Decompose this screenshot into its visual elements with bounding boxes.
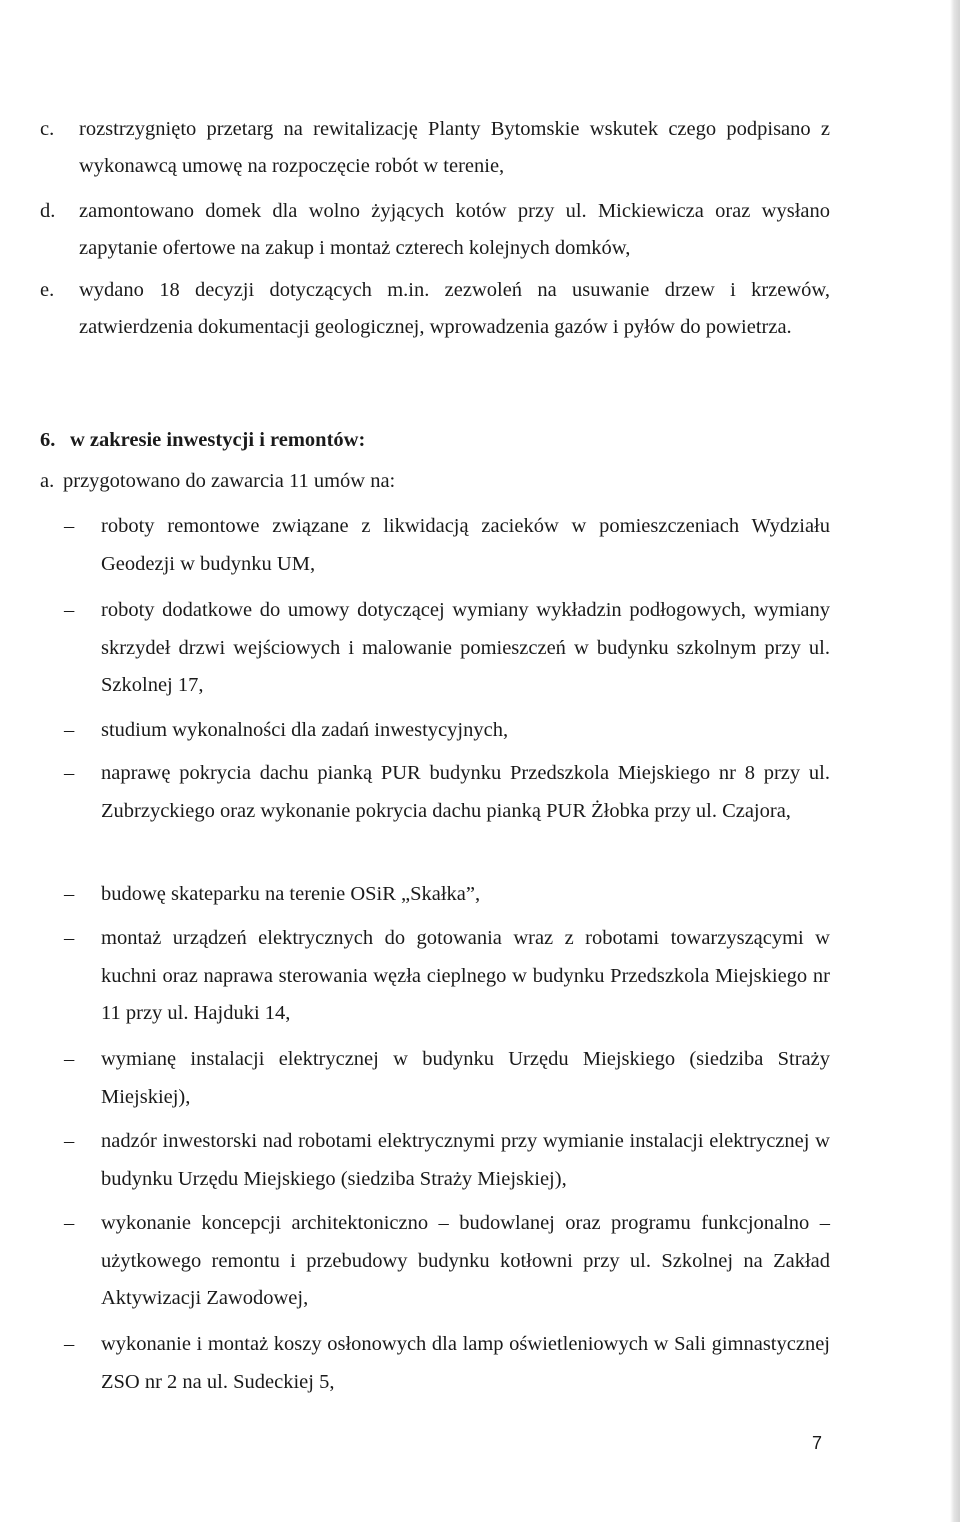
dash-item — [64, 712, 830, 750]
section-number: 6. — [40, 429, 56, 451]
list-marker: e. — [40, 279, 55, 301]
list-item-text: wydano 18 decyzji dotyczących m.in. zezwoleń na usuwanie drzew i krzewów, zatwierdzenia dokumentacji geologicznej, wprowadzenia gazów i pyłów do powietrza. — [79, 279, 830, 338]
list-item-e — [40, 272, 830, 346]
dash-item — [64, 1326, 830, 1401]
dash-marker: – — [64, 762, 75, 784]
dash-marker: – — [64, 883, 75, 905]
section-title: w zakresie inwestycji i remontów: — [70, 429, 366, 451]
dash-item-text: studium wykonalności dla zadań inwestycyjnych, — [101, 719, 509, 741]
scan-edge-shadow — [950, 0, 960, 1522]
sub-item-text: przygotowano do zawarcia 11 umów na: — [63, 470, 396, 492]
dash-item — [64, 1123, 830, 1198]
list-item-text: rozstrzygnięto przetarg na rewitalizację Planty Bytomskie wskutek czego podpisano z wykonawcą umowę na rozpoczęcie robót w terenie, — [79, 118, 830, 177]
list-item-d — [40, 193, 830, 267]
dash-item — [64, 1205, 830, 1318]
dash-item — [64, 755, 830, 830]
dash-item-text: roboty remontowe związane z likwidacją zacieków w pomieszczeniach Wydziału Geodezji w budynku UM, — [101, 515, 830, 575]
dash-item-text: wykonanie koncepcji architektoniczno – budowlanej oraz programu funkcjonalno – użytkowego remontu i przebudowy budynku kotłowni przy ul. Szkolnej na Zakład Aktywizacji Zawodowej, — [101, 1212, 830, 1309]
dash-item-text: budowę skateparku na terenie OSiR „Skałka”, — [101, 883, 481, 905]
dash-item — [64, 1041, 830, 1116]
page-number: 7 — [812, 1433, 823, 1453]
dash-marker: – — [64, 719, 75, 741]
dash-item-text: montaż urządzeń elektrycznych do gotowania wraz z robotami towarzyszącymi w kuchni oraz naprawa sterowania węzła cieplnego w budynku Przedszkola Miejskiego nr 11 przy ul. Hajduki 14, — [101, 927, 830, 1024]
dash-item — [64, 592, 830, 705]
dash-item-text: naprawę pokrycia dachu pianką PUR budynku Przedszkola Miejskiego nr 8 przy ul. Zubrzyckiego oraz wykonanie pokrycia dachu pianką PUR Żłobka przy ul. Czajora, — [101, 762, 830, 822]
list-marker: c. — [40, 118, 55, 140]
dash-marker: – — [64, 1212, 75, 1234]
dash-marker: – — [64, 1333, 75, 1355]
dash-item-text: nadzór inwestorski nad robotami elektrycznymi przy wymianie instalacji elektrycznej w budynku Urzędu Miejskiego (siedziba Straży Miejskiej), — [101, 1130, 830, 1190]
dash-marker: – — [64, 515, 75, 537]
sub-item-a — [40, 463, 830, 500]
list-item-text: zamontowano domek dla wolno żyjących kotów przy ul. Mickiewicza oraz wysłano zapytanie ofertowe na zakup i montaż czterech kolejnych domków, — [79, 200, 830, 259]
dash-marker: – — [64, 927, 75, 949]
list-item-c — [40, 111, 830, 185]
list-marker: d. — [40, 200, 56, 222]
dash-item — [64, 920, 830, 1033]
section-heading — [40, 422, 830, 459]
sub-item-marker: a. — [40, 470, 55, 492]
dash-marker: – — [64, 1048, 75, 1070]
dash-item-text: wymianę instalacji elektrycznej w budynku Urzędu Miejskiego (siedziba Straży Miejskiej), — [101, 1048, 830, 1108]
dash-item — [64, 876, 830, 914]
dash-item-text: roboty dodatkowe do umowy dotyczącej wymiany wykładzin podłogowych, wymiany skrzydeł drzwi wejściowych i malowanie pomieszczeń w budynku szkolnym przy ul. Szkolnej 17, — [101, 599, 830, 696]
dash-item — [64, 508, 830, 583]
dash-marker: – — [64, 1130, 75, 1152]
dash-item-text: wykonanie i montaż koszy osłonowych dla lamp oświetleniowych w Sali gimnastycznej ZSO nr 2 na ul. Sudeckiej 5, — [101, 1333, 830, 1393]
dash-marker: – — [64, 599, 75, 621]
